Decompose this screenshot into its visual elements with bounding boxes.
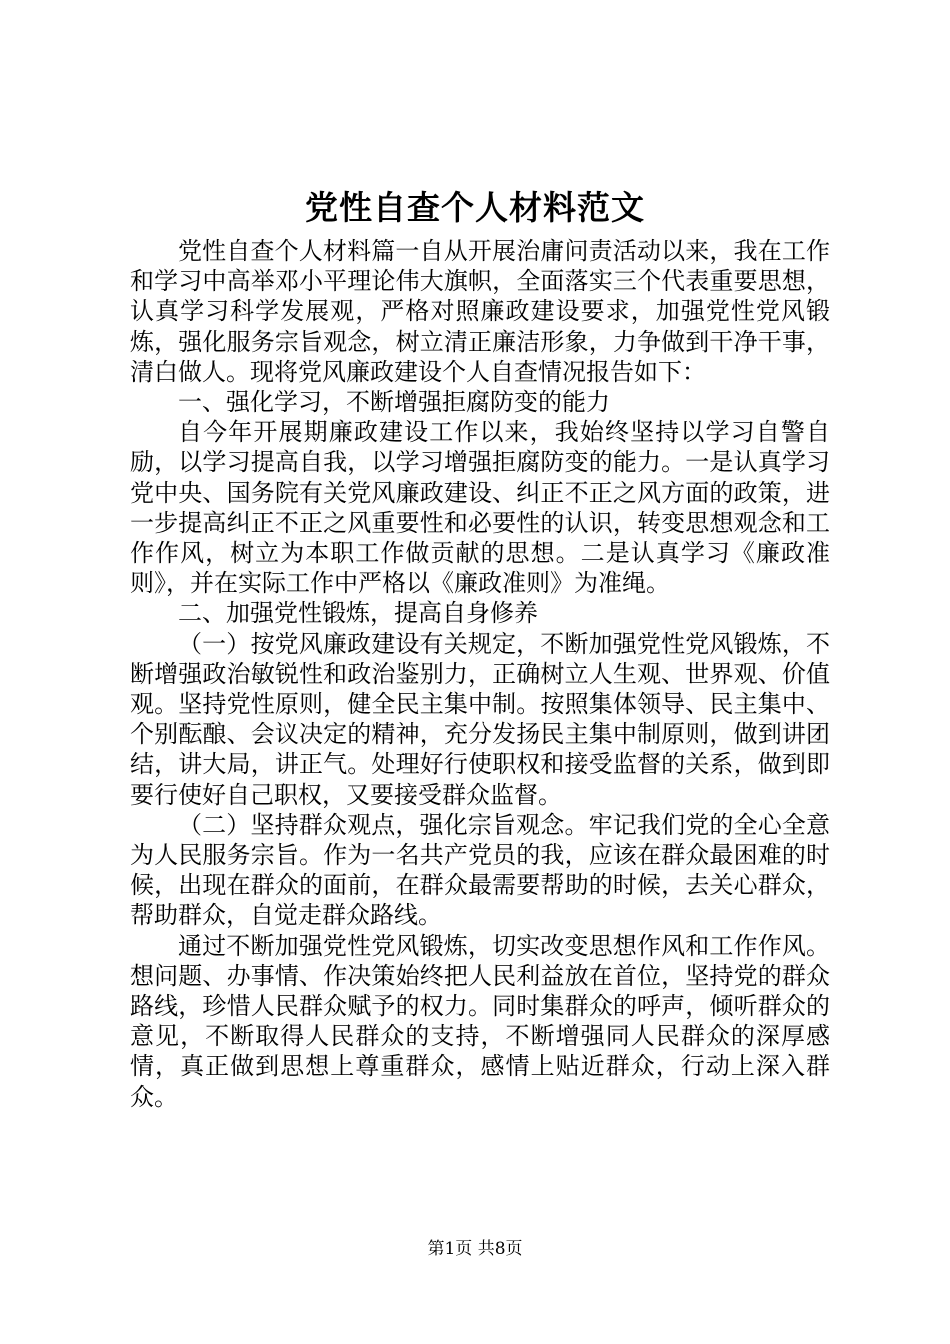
document-title: 党性自查个人材料范文: [305, 188, 645, 227]
section-heading-2: 二、加强党性锻炼，提高自身修养: [178, 599, 538, 628]
page-footer: 第1页 共8页: [427, 1239, 523, 1259]
paragraph-study: 自今年开展期廉政建设工作以来，我始终坚持以学习自警自励，以学习提高自我，以学习增强拒腐防变的能力。一是认真学习党中央、国务院有关党风廉政建设、纠正不正之风方面的政策，进一步提高纠正不正之风重要性和必要性的认识，转变思想观念和工作作风，树立为本职工作做贡献的思想。二是认真学习《廉政准则》，并在实际工作中严格以《廉政准则》为准绳。: [130, 418, 830, 598]
paragraph-item-2: （二）坚持群众观点，强化宗旨观念。牢记我们党的全心全意为人民服务宗旨。作为一名共产党员的我，应该在群众最困难的时候，出现在群众的面前，在群众最需要帮助的时候，去关心群众，帮助群众，自觉走群众路线。: [130, 810, 830, 930]
paragraph-item-1: （一）按党风廉政建设有关规定，不断加强党性党风锻炼，不断增强政治敏锐性和政治鉴别力，正确树立人生观、世界观、价值观。坚持党性原则，健全民主集中制。按照集体领导、民主集中、个别酝酿、会议决定的精神，充分发扬民主集中制原则，做到讲团结，讲大局，讲正气。处理好行使职权和接受监督的关系，做到即要行使好自己职权，又要接受群众监督。: [130, 629, 830, 809]
document-body: [130, 236, 830, 1112]
paragraph-conclusion: 通过不断加强党性党风锻炼，切实改变思想作风和工作作风。想问题、办事情、作决策始终把人民利益放在首位，坚持党的群众路线，珍惜人民群众赋予的权力。同时集群众的呼声，倾听群众的意见，不断取得人民群众的支持，不断增强同人民群众的深厚感情，真正做到思想上尊重群众，感情上贴近群众，行动上深入群众。: [130, 931, 830, 1111]
section-heading-1: 一、强化学习，不断增强拒腐防变的能力: [178, 388, 610, 417]
paragraph-intro: 党性自查个人材料篇一自从开展治庸问责活动以来，我在工作和学习中高举邓小平理论伟大旗帜，全面落实三个代表重要思想，认真学习科学发展观，严格对照廉政建设要求，加强党性党风锻炼，强化服务宗旨观念，树立清正廉洁形象，力争做到干净干事，清白做人。现将党风廉政建设个人自查情况报告如下：: [130, 237, 830, 386]
